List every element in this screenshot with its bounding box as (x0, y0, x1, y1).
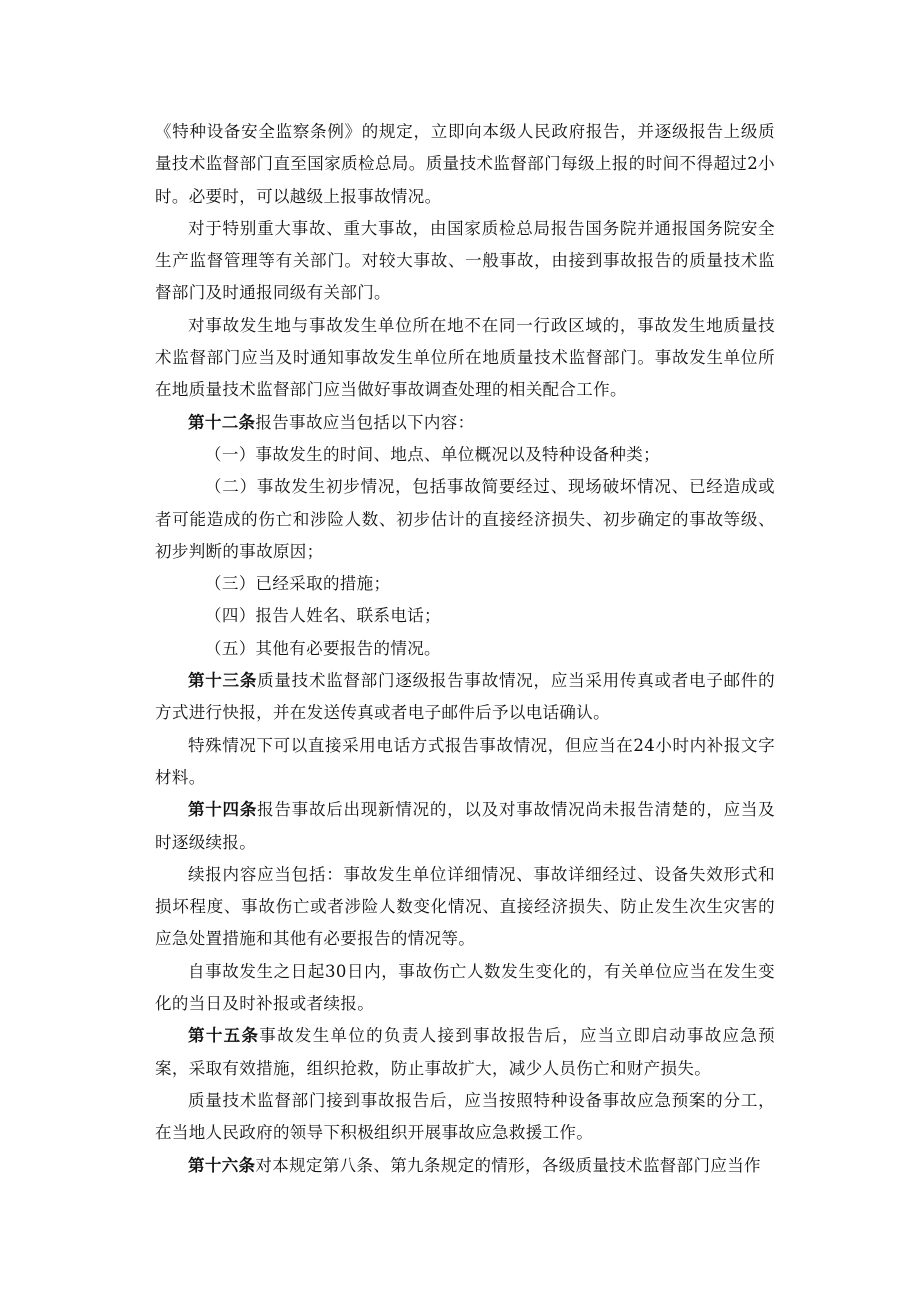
list-item-text: （四）报告人姓名、联系电话； (205, 606, 441, 626)
paragraph (155, 116, 775, 213)
paragraph-text: 质量技术监督部门接到事故报告后，应当按照特种设备事故应急预案的分工，在当地人民政府的领导下积极组织开展事故应急救援工作。 (155, 1090, 775, 1143)
paragraph (155, 213, 775, 310)
document-page (155, 116, 775, 1182)
paragraph-text: 《特种设备安全监察条例》的规定，立即向本级人民政府报告，并逐级报告上级质量技术监督部门直至国家质检总局。质量技术监督部门每级上报的时间不得超过2小时。必要时，可以越级上报事故情况。 (155, 122, 775, 206)
paragraph-text: 续报内容应当包括：事故发生单位详细情况、事故详细经过、设备失效形式和损坏程度、事故伤亡或者涉险人数变化情况、直接经济损失、防止发生次生灾害的应急处置措施和其他有必要报告的情况等。 (155, 864, 775, 949)
paragraph-text: 事故发生单位的负责人接到事故报告后，应当立即启动事故应急预案，采取有效措施，组织抢救，防止事故扩大，减少人员伤亡和财产损失。 (155, 1026, 776, 1078)
list-item (155, 633, 775, 665)
paragraph (155, 956, 775, 1021)
list-item (155, 568, 775, 600)
paragraph-text: 特殊情况下可以直接采用电话方式报告事故情况，但应当在24小时内补报文字材料。 (155, 735, 775, 787)
article-heading: 第十二条 (188, 412, 256, 432)
article-paragraph (155, 665, 775, 730)
paragraph-text: 对事故发生地与事故发生单位所在地不在同一行政区域的，事故发生地质量技术监督部门应当及时通知事故发生单位所在地质量技术监督部门。事故发生单位所在地质量技术监督部门应当做好事故调查处理的相关配合工作。 (155, 315, 775, 400)
article-paragraph (155, 1020, 775, 1085)
list-item-text: （一）事故发生的时间、地点、单位概况以及特种设备种类； (205, 444, 660, 464)
list-item (155, 471, 775, 568)
paragraph-text: 对本规定第八条、第九条规定的情形，各级质量技术监督部门应当作 (255, 1155, 761, 1175)
article-paragraph (155, 407, 775, 439)
list-item-text: （五）其他有必要报告的情况。 (205, 638, 441, 658)
paragraph-text: 报告事故后出现新情况的，以及对事故情况尚未报告清楚的，应当及时逐级续报。 (155, 800, 775, 852)
article-paragraph (155, 794, 775, 859)
paragraph (155, 730, 775, 795)
article-heading: 第十四条 (188, 800, 258, 820)
paragraph (155, 310, 775, 407)
article-heading: 第十五条 (188, 1026, 260, 1046)
paragraph-text: 质量技术监督部门逐级报告事故情况，应当采用传真或者电子邮件的方式进行快报，并在发送传真或者电子邮件后予以电话确认。 (155, 671, 775, 723)
paragraph (155, 1085, 775, 1150)
article-heading: 第十六条 (188, 1155, 256, 1175)
article-paragraph (155, 1150, 775, 1182)
paragraph-text: 报告事故应当包括以下内容： (255, 412, 475, 432)
list-item-text: （三）已经采取的措施； (205, 574, 391, 594)
list-item (155, 600, 775, 632)
list-item-text: （二）事故发生初步情况，包括事故简要经过、现场破坏情况、已经造成或者可能造成的伤亡和涉险人数、初步估计的直接经济损失、初步确定的事故等级、初步判断的事故原因； (155, 477, 775, 561)
list-item (155, 439, 775, 471)
paragraph-text: 对于特别重大事故、重大事故，由国家质检总局报告国务院并通报国务院安全生产监督管理等有关部门。对较大事故、一般事故，由接到事故报告的质量技术监督部门及时通报同级有关部门。 (155, 218, 775, 303)
paragraph-text: 自事故发生之日起30日内，事故伤亡人数发生变化的，有关单位应当在发生变化的当日及时补报或者续报。 (155, 961, 775, 1014)
paragraph (155, 859, 775, 956)
article-heading: 第十三条 (188, 671, 258, 691)
